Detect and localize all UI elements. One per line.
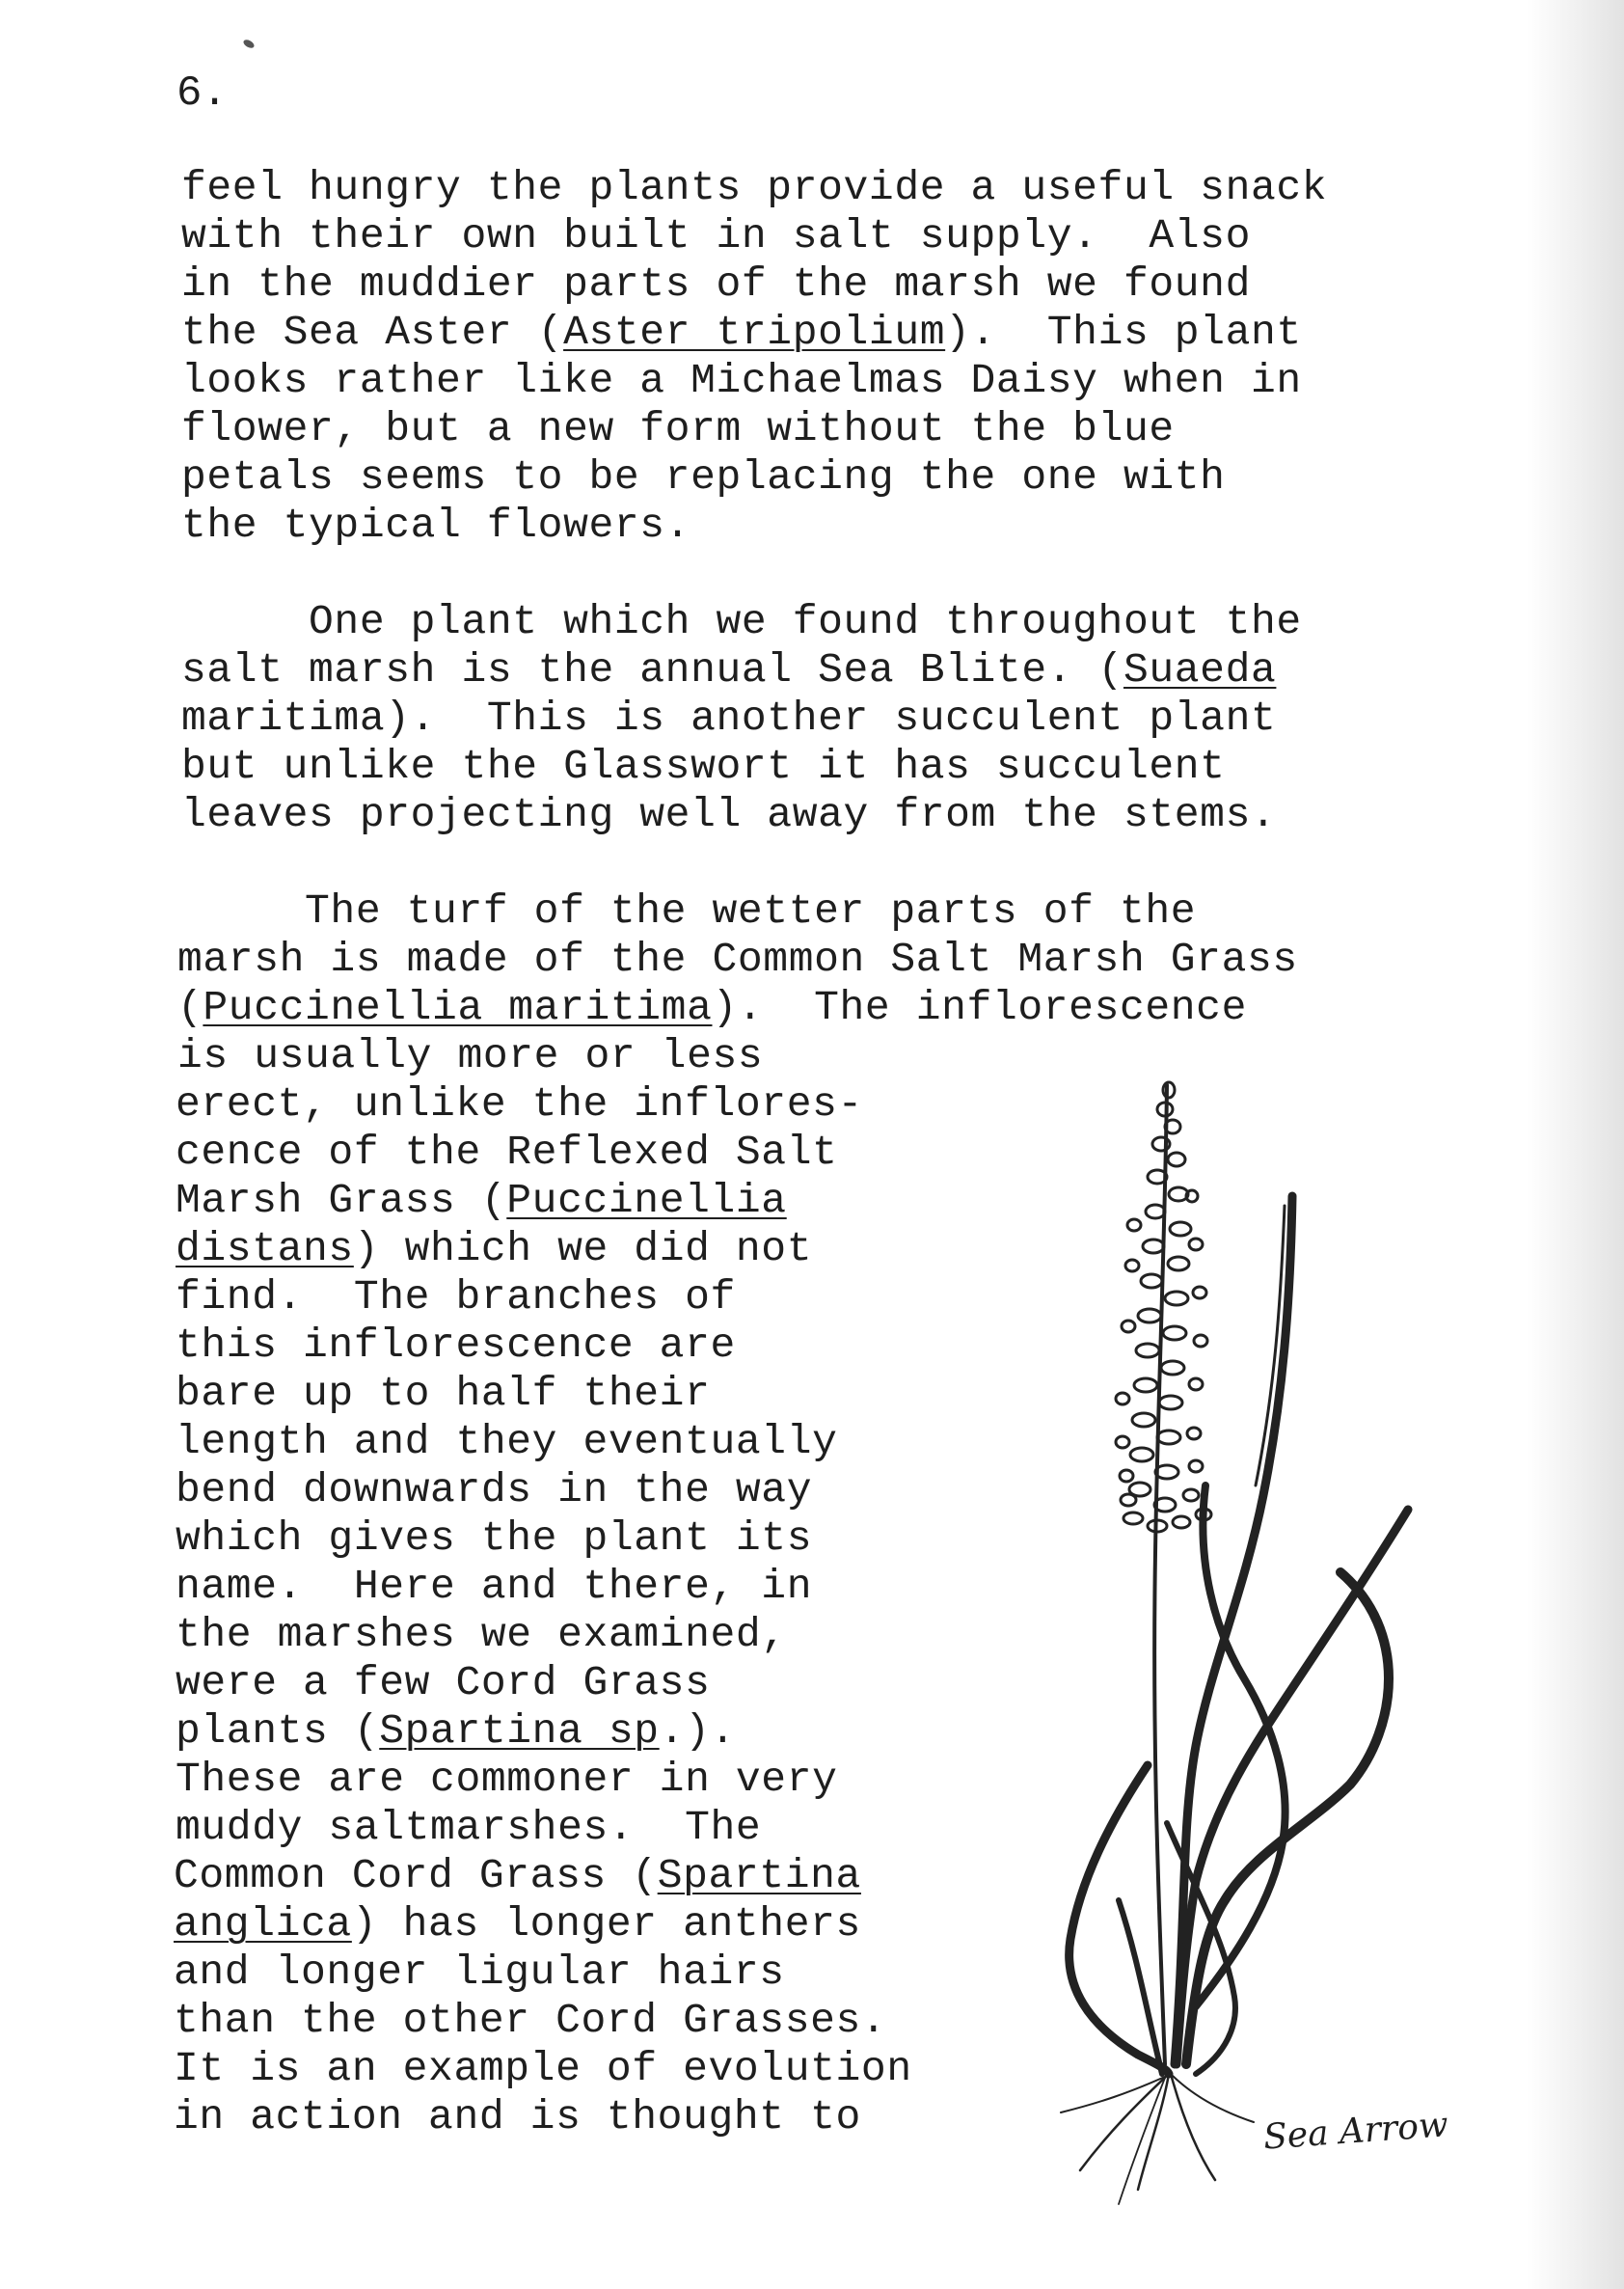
text-line: One plant which we found throughout the — [181, 598, 1302, 645]
text-line: These are commoner in very — [176, 1756, 838, 1803]
text-line: cence of the Reflexed Salt — [176, 1129, 838, 1176]
page-number: 6. — [176, 69, 228, 118]
text-line: were a few Cord Grass — [176, 1659, 711, 1706]
text-line: (Puccinellia maritima). The inflorescence — [177, 984, 1247, 1031]
text-line: in action and is thought to — [174, 2093, 861, 2140]
text-line: Common Cord Grass (Spartina — [174, 1852, 861, 1899]
text-line: muddy saltmarshes. The — [176, 1804, 762, 1851]
text-line: but unlike the Glasswort it has succulent — [181, 743, 1226, 790]
text-line: the Sea Aster (Aster tripolium). This plant — [181, 309, 1302, 356]
text-line: which gives the plant its — [176, 1514, 813, 1562]
roots — [1138, 2074, 1169, 2190]
text-line: name. Here and there, in — [176, 1563, 813, 1610]
text-line: this inflorescence are — [176, 1322, 736, 1369]
text-line: the marshes we examined, — [176, 1611, 787, 1658]
text-line: salt marsh is the annual Sea Blite. (Suaeda — [181, 646, 1277, 694]
text-line: bend downwards in the way — [176, 1466, 813, 1513]
text-line: length and they eventually — [176, 1418, 838, 1465]
text-line: bare up to half their — [176, 1370, 711, 1417]
sea-arrow-plant-illustration — [1003, 1051, 1427, 2209]
text-line: petals seems to be replacing the one with — [181, 453, 1226, 501]
ink-speck — [242, 38, 256, 49]
roots — [1080, 2074, 1169, 2170]
text-line: anglica) has longer anthers — [174, 1900, 861, 1948]
illustration-caption: Sea Arrow — [1261, 2105, 1449, 2158]
text-line: erect, unlike the inflores- — [176, 1080, 863, 1128]
text-line: and longer ligular hairs — [174, 1948, 785, 1996]
roots — [1171, 2074, 1215, 2180]
text-line: find. The branches of — [176, 1273, 736, 1321]
text-line: the typical flowers. — [181, 502, 691, 549]
text-line: plants (Spartina sp.). — [176, 1707, 736, 1755]
text-line: looks rather like a Michaelmas Daisy when in — [181, 357, 1302, 404]
text-line: with their own built in salt supply. Also — [181, 212, 1251, 259]
text-line: flower, but a new form without the blue — [181, 405, 1175, 452]
text-line: leaves projecting well away from the stems. — [181, 791, 1277, 838]
roots — [1061, 2076, 1167, 2112]
text-line: in the muddier parts of the marsh we found — [181, 260, 1251, 308]
text-line: Marsh Grass (Puccinellia — [176, 1177, 787, 1224]
text-line: It is an example of evolution — [174, 2045, 912, 2092]
text-line: The turf of the wetter parts of the — [177, 887, 1197, 935]
text-line: feel hungry the plants provide a useful snack — [181, 164, 1328, 211]
text-line: distans) which we did not — [176, 1225, 813, 1272]
text-line: maritima). This is another succulent plant — [181, 695, 1277, 742]
text-line: than the other Cord Grasses. — [174, 1997, 887, 2044]
text-line: is usually more or less — [177, 1032, 764, 1079]
roots — [1119, 2078, 1165, 2204]
flower-stalk — [1154, 1085, 1167, 2064]
text-line: marsh is made of the Common Salt Marsh Grass — [177, 936, 1298, 983]
